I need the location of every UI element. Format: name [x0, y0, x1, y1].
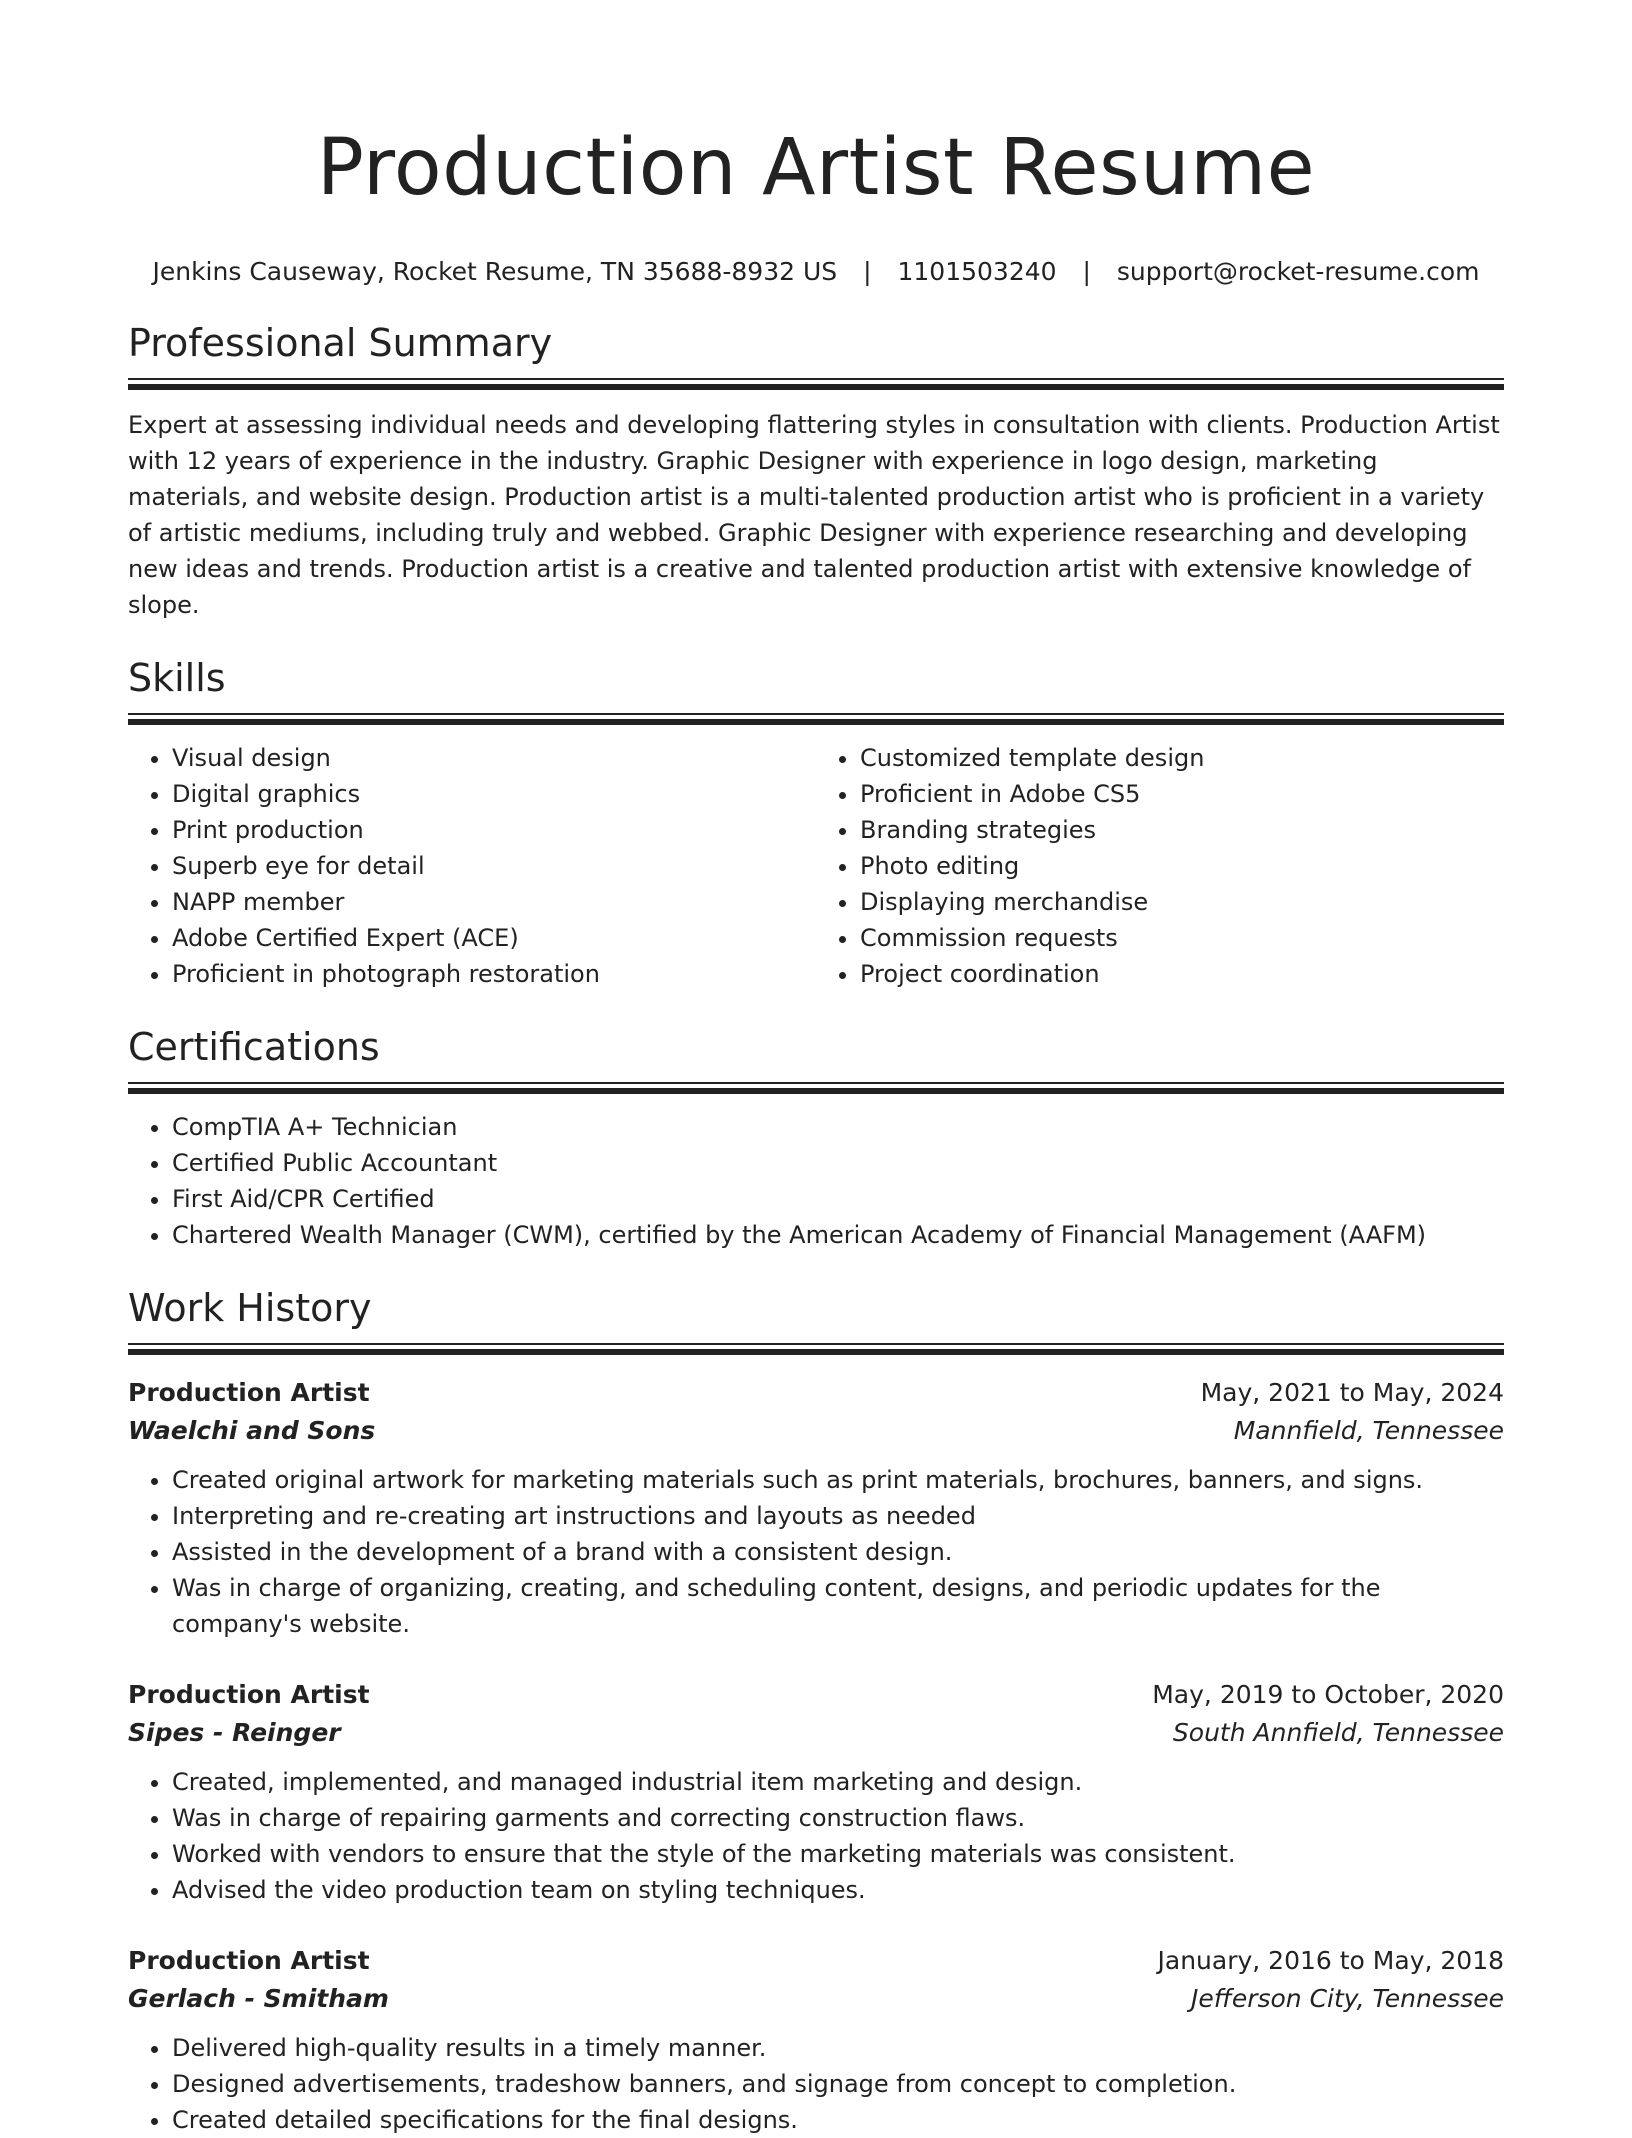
contact-line: [128, 254, 1504, 290]
list-item: • NAPP member: [172, 884, 816, 920]
job-location: South Annfield, Tennessee: [1172, 1718, 1504, 1747]
list-item: • Commission requests: [860, 920, 1504, 956]
list-item: • Branding strategies: [860, 812, 1504, 848]
job-title: Production Artist: [128, 1378, 370, 1407]
job-entry: [128, 1676, 1504, 1908]
resume-title: Production Artist Resume: [316, 123, 1316, 213]
list-item: • Customized template design: [860, 740, 1504, 776]
job-header: [128, 1676, 1504, 1714]
skills-columns: [128, 726, 1504, 992]
job-entry: [128, 1942, 1504, 2138]
list-item: • Designed advertisements, tradeshow banners, and signage from concept to completion.: [172, 2066, 1504, 2102]
list-item: • Certified Public Accountant: [172, 1145, 1504, 1181]
section-divider: [128, 1343, 1504, 1356]
list-item: • Was in charge of organizing, creating, and scheduling content, designs, and periodic updates for the company's website.: [172, 1570, 1504, 1642]
list-item: • Created original artwork for marketing materials such as print materials, brochures, banners, and signs.: [172, 1462, 1504, 1498]
job-header: [128, 1942, 1504, 1980]
certifications-list: [128, 1109, 1504, 1253]
summary-section: [128, 318, 1504, 623]
list-item: • Assisted in the development of a brand with a consistent design.: [172, 1534, 1504, 1570]
skills-section: [128, 653, 1504, 992]
list-item: • Was in charge of repairing garments and correcting construction flaws.: [172, 1800, 1504, 1836]
job-entry: [128, 1374, 1504, 1642]
job-company: Waelchi and Sons: [128, 1416, 376, 1445]
job-company: Sipes - Reinger: [128, 1718, 341, 1747]
contact-address: Jenkins Causeway, Rocket Resume, TN 35688-8932 US: [152, 257, 838, 286]
list-item: • Project coordination: [860, 956, 1504, 992]
job-company: Gerlach - Smitham: [128, 1984, 389, 2013]
job-dates: May, 2019 to October, 2020: [1152, 1680, 1504, 1709]
list-item: • Displaying merchandise: [860, 884, 1504, 920]
work-history-section: [128, 1283, 1504, 2138]
list-item: • Digital graphics: [172, 776, 816, 812]
list-item: • Superb eye for detail: [172, 848, 816, 884]
section-divider: [128, 713, 1504, 726]
list-item: • Created, implemented, and managed industrial item marketing and design.: [172, 1764, 1504, 1800]
contact-separator: |: [863, 257, 872, 286]
list-item: • Proficient in photograph restoration: [172, 956, 816, 992]
list-item: • Advised the video production team on styling techniques.: [172, 1872, 1504, 1908]
skills-list-right: [816, 740, 1504, 992]
job-title: Production Artist: [128, 1680, 370, 1709]
job-location: Mannfield, Tennessee: [1233, 1416, 1504, 1445]
list-item: • Created detailed specifications for the final designs.: [172, 2102, 1504, 2138]
section-divider: [128, 378, 1504, 391]
section-divider: [128, 1082, 1504, 1095]
section-heading: Work History: [128, 1286, 372, 1330]
job-duties: [128, 2030, 1504, 2138]
job-title: Production Artist: [128, 1946, 370, 1975]
job-subheader: [128, 1980, 1504, 2018]
job-subheader: [128, 1714, 1504, 1752]
list-item: • Chartered Wealth Manager (CWM), certified by the American Academy of Financial Management (AAFM): [172, 1217, 1504, 1253]
job-dates: May, 2021 to May, 2024: [1200, 1378, 1504, 1407]
list-item: • Print production: [172, 812, 816, 848]
list-item: • First Aid/CPR Certified: [172, 1181, 1504, 1217]
skills-list-left: [128, 740, 816, 992]
contact-separator: |: [1082, 257, 1091, 286]
job-duties: [128, 1764, 1504, 1908]
list-item: • Visual design: [172, 740, 816, 776]
job-location: Jefferson City, Tennessee: [1191, 1984, 1504, 2013]
contact-phone: 1101503240: [897, 257, 1057, 286]
list-item: • Photo editing: [860, 848, 1504, 884]
section-heading: Skills: [128, 656, 226, 700]
job-header: [128, 1374, 1504, 1412]
job-dates: January, 2016 to May, 2018: [1157, 1946, 1504, 1975]
job-duties: [128, 1462, 1504, 1642]
contact-email: support@rocket-resume.com: [1116, 257, 1480, 286]
job-subheader: [128, 1412, 1504, 1450]
list-item: • Delivered high-quality results in a timely manner.: [172, 2030, 1504, 2066]
list-item: • Interpreting and re-creating art instructions and layouts as needed: [172, 1498, 1504, 1534]
list-item: • CompTIA A+ Technician: [172, 1109, 1504, 1145]
section-heading: Certifications: [128, 1025, 380, 1069]
list-item: • Worked with vendors to ensure that the style of the marketing materials was consistent.: [172, 1836, 1504, 1872]
list-item: • Proficient in Adobe CS5: [860, 776, 1504, 812]
list-item: • Adobe Certified Expert (ACE): [172, 920, 816, 956]
section-heading: Professional Summary: [128, 321, 553, 365]
summary-text: Expert at assessing individual needs and developing flattering styles in consultation with clients. Production Artist with 12 years of experience in the industry. Graphic Designer with experience in logo design, marketing materials, and website design. Production artist is a multi-talented production artist who is proficient in a variety of artistic mediums, including truly and webbed. Graphic Designer with experience researching and developing new ideas and trends. Production artist is a creative and talented production artist with extensive knowledge of slope.: [128, 411, 1500, 619]
certifications-section: [128, 1022, 1504, 1253]
